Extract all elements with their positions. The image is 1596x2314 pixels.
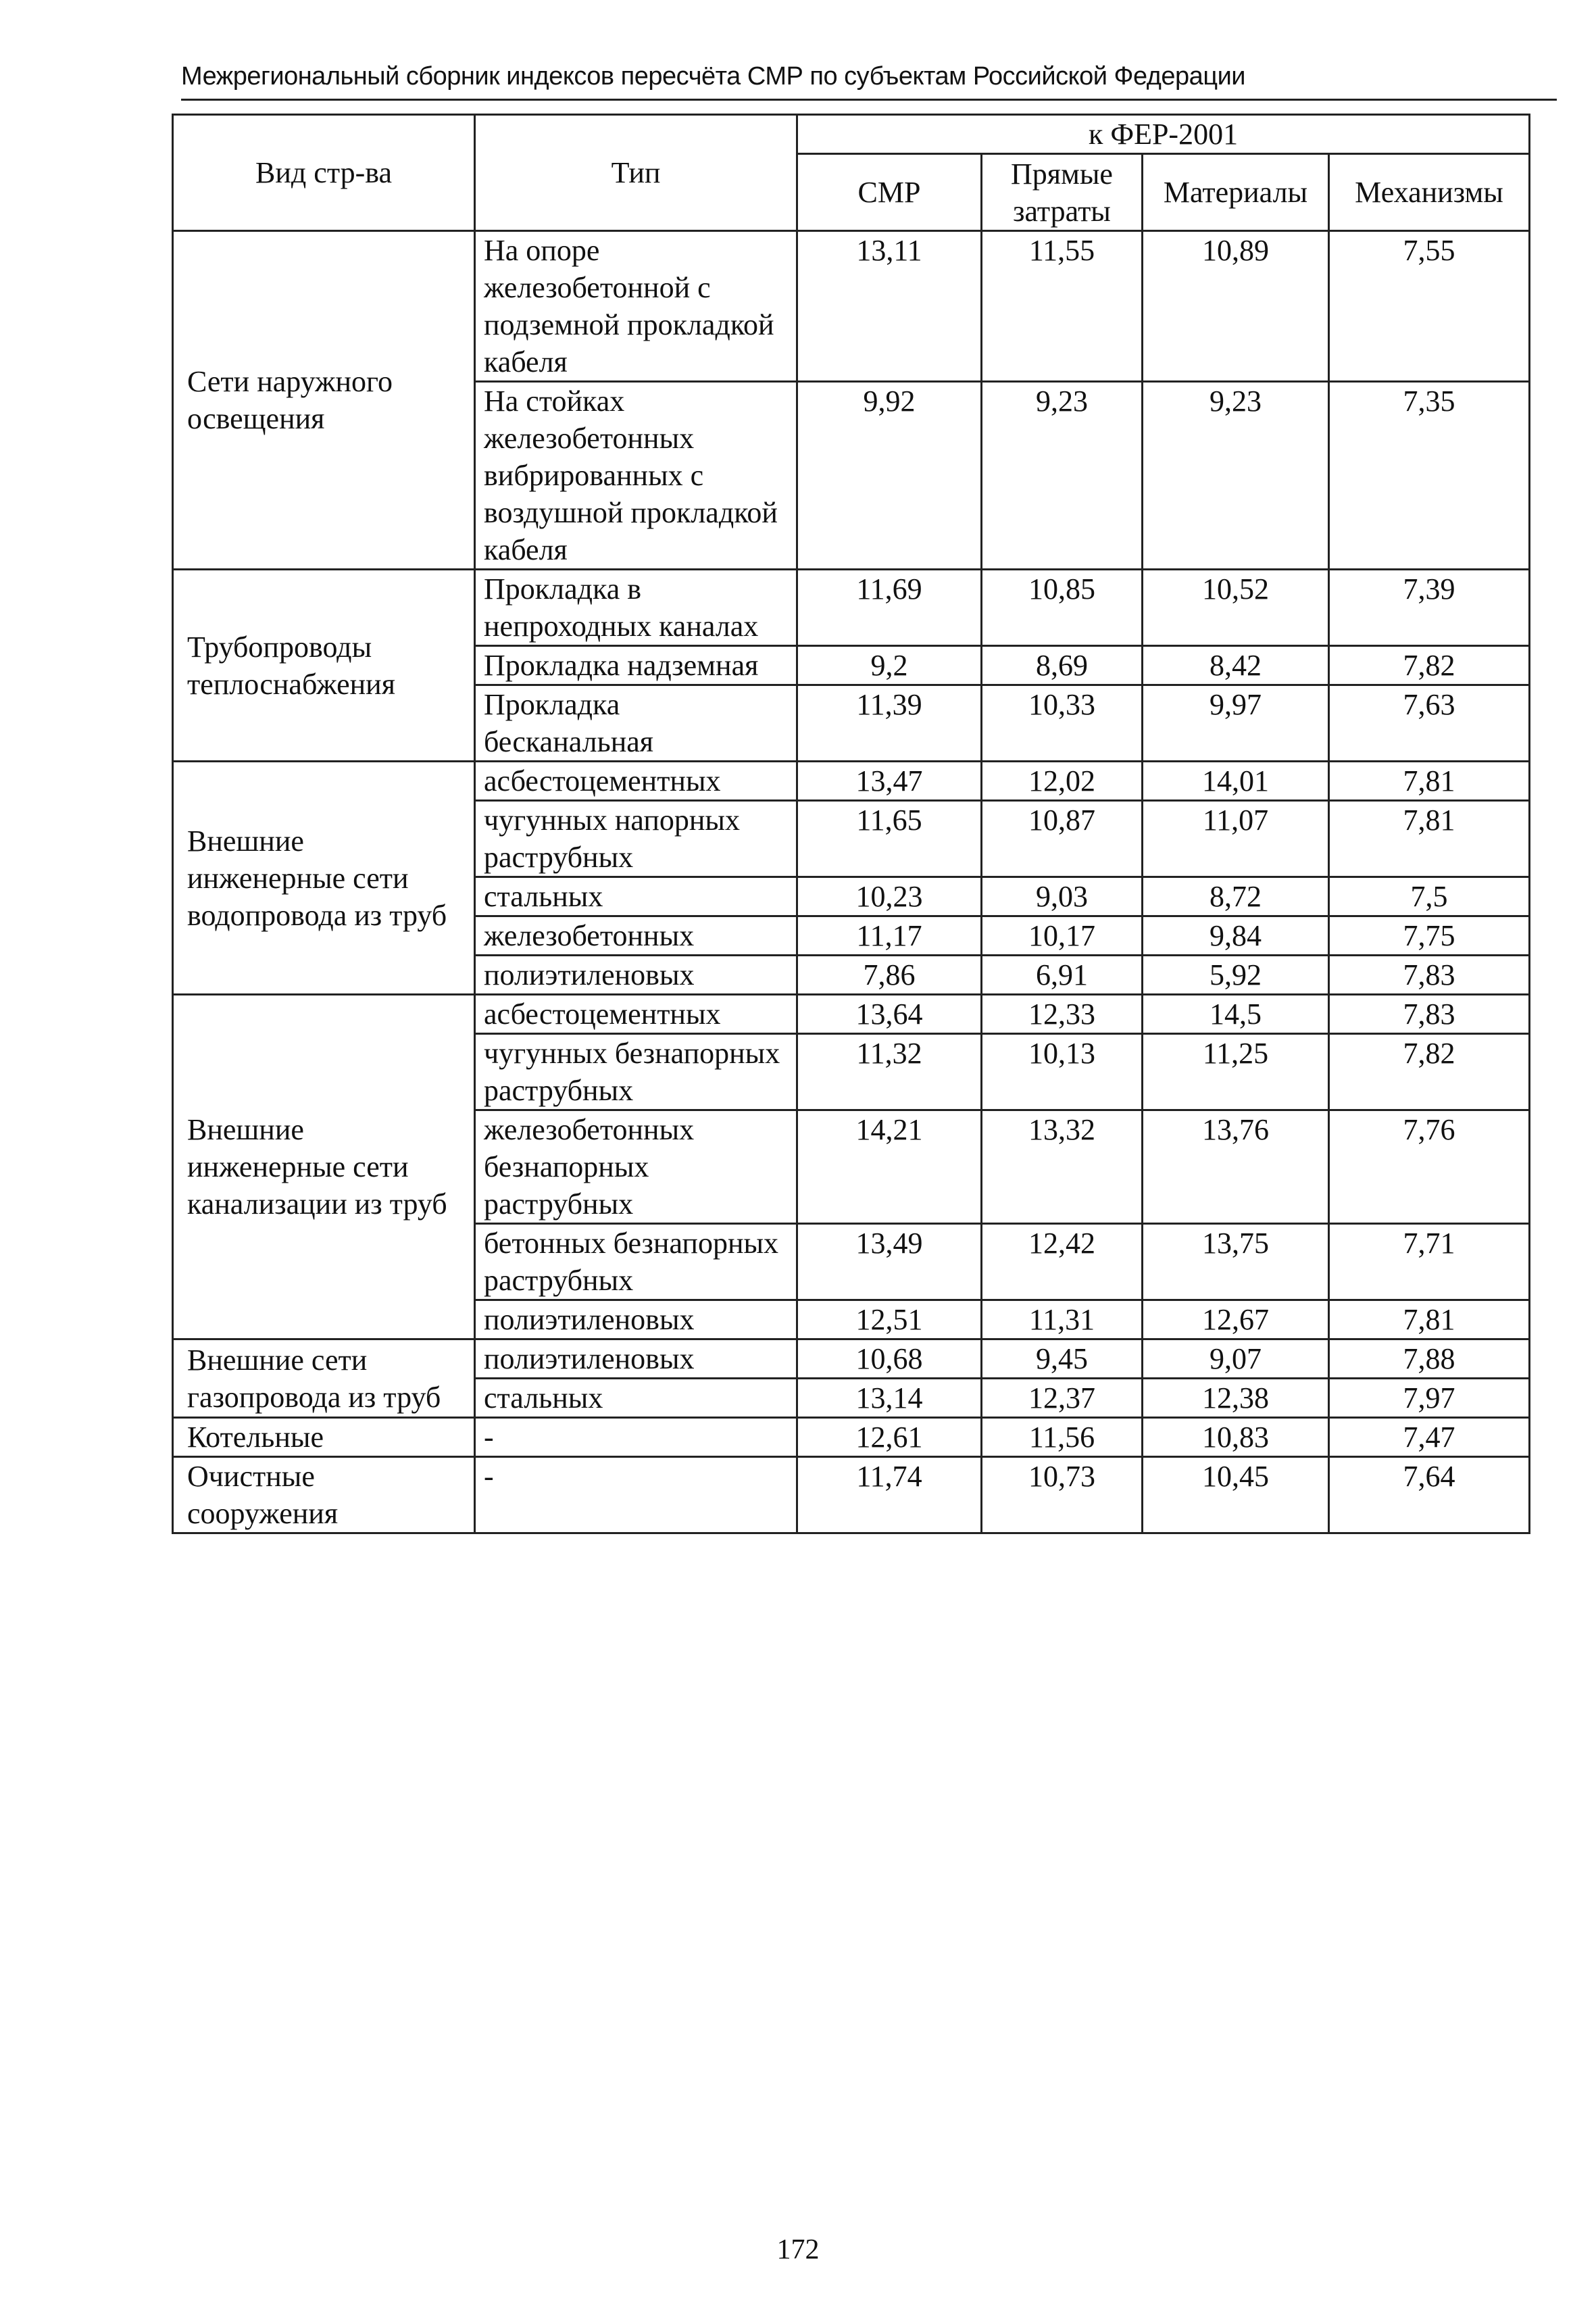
cell-type: железобетонных безнапорных раструбных <box>475 1110 797 1224</box>
cell-smr: 10,23 <box>797 877 982 916</box>
cell-machines: 7,83 <box>1329 956 1530 995</box>
cell-type: стальных <box>475 877 797 916</box>
cell-type: асбестоцементных <box>475 762 797 801</box>
cell-direct: 10,13 <box>982 1034 1143 1110</box>
cell-direct: 11,31 <box>982 1300 1143 1339</box>
header-type: Тип <box>475 115 797 231</box>
header-row-top <box>173 115 1530 154</box>
cell-smr: 9,92 <box>797 382 982 570</box>
cell-direct: 12,37 <box>982 1379 1143 1418</box>
cell-smr: 9,2 <box>797 646 982 685</box>
header-rule <box>181 99 1557 101</box>
cell-smr: 13,11 <box>797 231 982 382</box>
cell-machines: 7,88 <box>1329 1339 1530 1379</box>
cell-machines: 7,76 <box>1329 1110 1530 1224</box>
table-row <box>173 1339 1530 1379</box>
cell-type: полиэтиленовых <box>475 956 797 995</box>
cell-smr: 12,51 <box>797 1300 982 1339</box>
header-materials: Материалы <box>1143 154 1329 231</box>
table-row <box>173 570 1530 646</box>
cell-machines: 7,5 <box>1329 877 1530 916</box>
cell-smr: 13,49 <box>797 1224 982 1300</box>
cell-direct: 10,17 <box>982 916 1143 956</box>
cell-direct: 10,73 <box>982 1457 1143 1533</box>
cell-machines: 7,64 <box>1329 1457 1530 1533</box>
cell-machines: 7,63 <box>1329 685 1530 762</box>
index-table <box>172 114 1530 1534</box>
cell-type: железобетонных <box>475 916 797 956</box>
cell-direct: 6,91 <box>982 956 1143 995</box>
cell-materials: 10,83 <box>1143 1418 1329 1457</box>
cell-materials: 12,38 <box>1143 1379 1329 1418</box>
cell-type: бетонных безнапорных раструбных <box>475 1224 797 1300</box>
cell-materials: 8,42 <box>1143 646 1329 685</box>
cell-direct: 10,85 <box>982 570 1143 646</box>
cell-materials: 14,01 <box>1143 762 1329 801</box>
cell-machines: 7,75 <box>1329 916 1530 956</box>
table-row <box>173 1418 1530 1457</box>
cell-type: полиэтиленовых <box>475 1300 797 1339</box>
cell-smr: 10,68 <box>797 1339 982 1379</box>
cell-direct: 10,33 <box>982 685 1143 762</box>
cell-materials: 9,97 <box>1143 685 1329 762</box>
cell-materials: 13,75 <box>1143 1224 1329 1300</box>
cell-type: - <box>475 1457 797 1533</box>
cell-kind: Очистные сооружения <box>173 1457 475 1533</box>
cell-machines: 7,81 <box>1329 801 1530 877</box>
cell-machines: 7,82 <box>1329 1034 1530 1110</box>
cell-kind: Сети наружного освещения <box>173 231 475 570</box>
cell-kind: Котельные <box>173 1418 475 1457</box>
cell-direct: 12,33 <box>982 995 1143 1034</box>
cell-materials: 9,23 <box>1143 382 1329 570</box>
cell-materials: 10,89 <box>1143 231 1329 382</box>
cell-kind: Внешние сети газопровода из труб <box>173 1339 475 1418</box>
header-group: к ФЕР-2001 <box>797 115 1530 154</box>
cell-materials: 11,07 <box>1143 801 1329 877</box>
table-row <box>173 762 1530 801</box>
cell-materials: 10,52 <box>1143 570 1329 646</box>
cell-type: чугунных безнапорных раструбных <box>475 1034 797 1110</box>
cell-direct: 9,03 <box>982 877 1143 916</box>
cell-smr: 11,69 <box>797 570 982 646</box>
cell-smr: 11,32 <box>797 1034 982 1110</box>
cell-machines: 7,35 <box>1329 382 1530 570</box>
cell-type: Прокладка бесканальная <box>475 685 797 762</box>
cell-materials: 9,84 <box>1143 916 1329 956</box>
cell-type: - <box>475 1418 797 1457</box>
cell-smr: 11,65 <box>797 801 982 877</box>
cell-machines: 7,55 <box>1329 231 1530 382</box>
cell-direct: 8,69 <box>982 646 1143 685</box>
cell-type: На опоре железобетонной с подземной прокладкой кабеля <box>475 231 797 382</box>
table-row <box>173 995 1530 1034</box>
cell-smr: 13,14 <box>797 1379 982 1418</box>
cell-direct: 11,56 <box>982 1418 1143 1457</box>
cell-smr: 7,86 <box>797 956 982 995</box>
cell-kind: Внешние инженерные сети водопровода из труб <box>173 762 475 995</box>
cell-machines: 7,47 <box>1329 1418 1530 1457</box>
cell-materials: 12,67 <box>1143 1300 1329 1339</box>
cell-smr: 13,64 <box>797 995 982 1034</box>
cell-materials: 11,25 <box>1143 1034 1329 1110</box>
cell-type: Прокладка надземная <box>475 646 797 685</box>
cell-direct: 9,45 <box>982 1339 1143 1379</box>
running-header: Межрегиональный сборник индексов пересчёта СМР по субъектам Российской Федерации <box>181 62 1246 91</box>
cell-type: полиэтиленовых <box>475 1339 797 1379</box>
header-smr: СМР <box>797 154 982 231</box>
cell-materials: 10,45 <box>1143 1457 1329 1533</box>
cell-kind: Внешние инженерные сети канализации из труб <box>173 995 475 1339</box>
header-direct: Прямые затраты <box>982 154 1143 231</box>
table-head <box>173 115 1530 231</box>
cell-direct: 9,23 <box>982 382 1143 570</box>
table-row <box>173 231 1530 382</box>
cell-smr: 14,21 <box>797 1110 982 1224</box>
cell-machines: 7,81 <box>1329 1300 1530 1339</box>
header-kind: Вид стр-ва <box>173 115 475 231</box>
cell-materials: 9,07 <box>1143 1339 1329 1379</box>
table-row <box>173 1457 1530 1533</box>
cell-materials: 14,5 <box>1143 995 1329 1034</box>
cell-direct: 11,55 <box>982 231 1143 382</box>
table-body <box>173 231 1530 1533</box>
header-machines: Механизмы <box>1329 154 1530 231</box>
cell-direct: 13,32 <box>982 1110 1143 1224</box>
cell-machines: 7,71 <box>1329 1224 1530 1300</box>
cell-smr: 13,47 <box>797 762 982 801</box>
cell-smr: 11,74 <box>797 1457 982 1533</box>
cell-direct: 10,87 <box>982 801 1143 877</box>
cell-direct: 12,42 <box>982 1224 1143 1300</box>
page-number: 172 <box>776 2234 820 2265</box>
cell-type: Прокладка в непроходных каналах <box>475 570 797 646</box>
cell-type: асбестоцементных <box>475 995 797 1034</box>
cell-materials: 5,92 <box>1143 956 1329 995</box>
cell-direct: 12,02 <box>982 762 1143 801</box>
cell-smr: 12,61 <box>797 1418 982 1457</box>
cell-machines: 7,83 <box>1329 995 1530 1034</box>
cell-materials: 13,76 <box>1143 1110 1329 1224</box>
cell-machines: 7,97 <box>1329 1379 1530 1418</box>
cell-machines: 7,39 <box>1329 570 1530 646</box>
cell-type: На стойках железобетонных вибрированных с воздушной прокладкой кабеля <box>475 382 797 570</box>
cell-kind: Трубопроводы теплоснабжения <box>173 570 475 762</box>
cell-machines: 7,82 <box>1329 646 1530 685</box>
cell-type: чугунных напорных раструбных <box>475 801 797 877</box>
cell-materials: 8,72 <box>1143 877 1329 916</box>
cell-machines: 7,81 <box>1329 762 1530 801</box>
cell-smr: 11,39 <box>797 685 982 762</box>
cell-smr: 11,17 <box>797 916 982 956</box>
cell-type: стальных <box>475 1379 797 1418</box>
